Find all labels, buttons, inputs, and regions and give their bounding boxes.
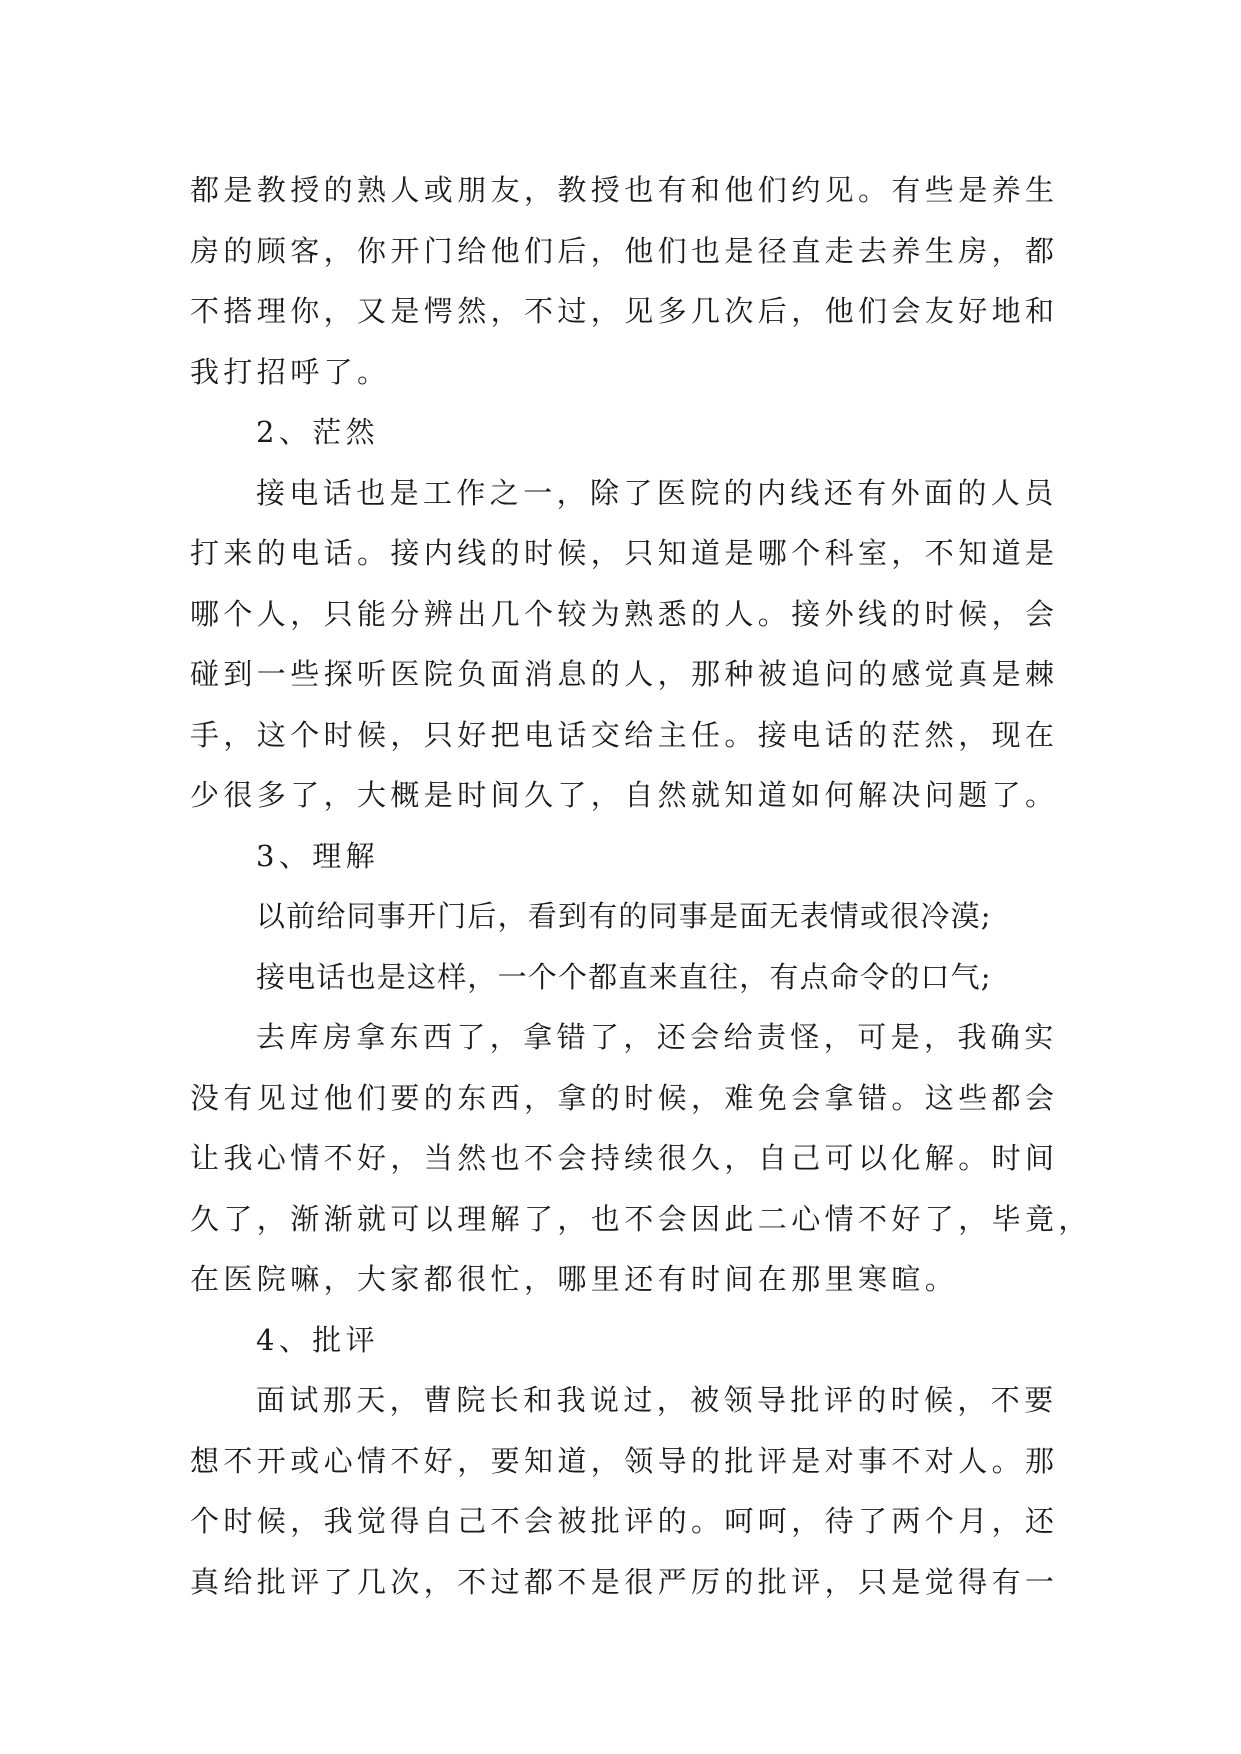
- paragraph-line: 个时候，我觉得自己不会被批评的。呵呵，待了两个月，还: [190, 1504, 1059, 1538]
- paragraph-line: 在医院嘛，大家都很忙，哪里还有时间在那里寒暄。: [190, 1262, 959, 1296]
- paragraph-line: 接电话也是工作之一，除了医院的内线还有外面的人员: [256, 475, 1058, 510]
- paragraph-line: 少很多了，大概是时间久了，自然就知道如何解决问题了。: [190, 778, 1059, 812]
- section-heading: 3、理解: [256, 838, 380, 873]
- paragraph-line: 手，这个时候，只好把电话交给主任。接电话的茫然，现在: [190, 717, 1059, 752]
- section-heading: 2、茫然: [256, 415, 380, 449]
- paragraph-line: 不搭理你，又是愕然，不过，见多几次后，他们会友好地和: [190, 294, 1059, 328]
- paragraph-line: 房的顾客，你开门给他们后，他们也是径直走去养生房，都: [190, 233, 1059, 268]
- paragraph-line: 没有见过他们要的东西，拿的时候，难免会拿错。这些都会: [190, 1080, 1059, 1115]
- paragraph-line: 打来的电话。接内线的时候，只知道是哪个科室，不知道是: [190, 536, 1059, 570]
- paragraph-line: 哪个人，只能分辨出几个较为熟悉的人。接外线的时候，会: [190, 596, 1059, 631]
- paragraph-line: 想不开或心情不好，要知道，领导的批评是对事不对人。那: [190, 1443, 1059, 1478]
- document-body: [190, 160, 1092, 1612]
- paragraph-line: 碰到一些探听医院负面消息的人，那种被追问的感觉真是棘: [190, 657, 1059, 691]
- paragraph-line: 久了，渐渐就可以理解了，也不会因此二心情不好了，毕竟，: [190, 1201, 1092, 1236]
- paragraph-line: 以前给同事开门后，看到有的同事是面无表情或很冷漠;: [256, 899, 992, 933]
- paragraph-line: 都是教授的熟人或朋友，教授也有和他们约见。有些是养生: [190, 173, 1059, 207]
- paragraph-line: 去库房拿东西了，拿错了，还会给责怪，可是，我确实: [256, 1020, 1058, 1054]
- paragraph-line: 我打招呼了。: [190, 354, 391, 389]
- paragraph-line: 真给批评了几次，不过都不是很严厉的批评，只是觉得有一: [190, 1564, 1059, 1599]
- paragraph-line: 让我心情不好，当然也不会持续很久，自己可以化解。时间: [190, 1141, 1059, 1175]
- section-heading: 4、批评: [256, 1322, 380, 1357]
- paragraph-line: 接电话也是这样，一个个都直来直往，有点命令的口气;: [256, 959, 992, 994]
- paragraph-line: 面试那天，曹院长和我说过，被领导批评的时候，不要: [256, 1383, 1058, 1417]
